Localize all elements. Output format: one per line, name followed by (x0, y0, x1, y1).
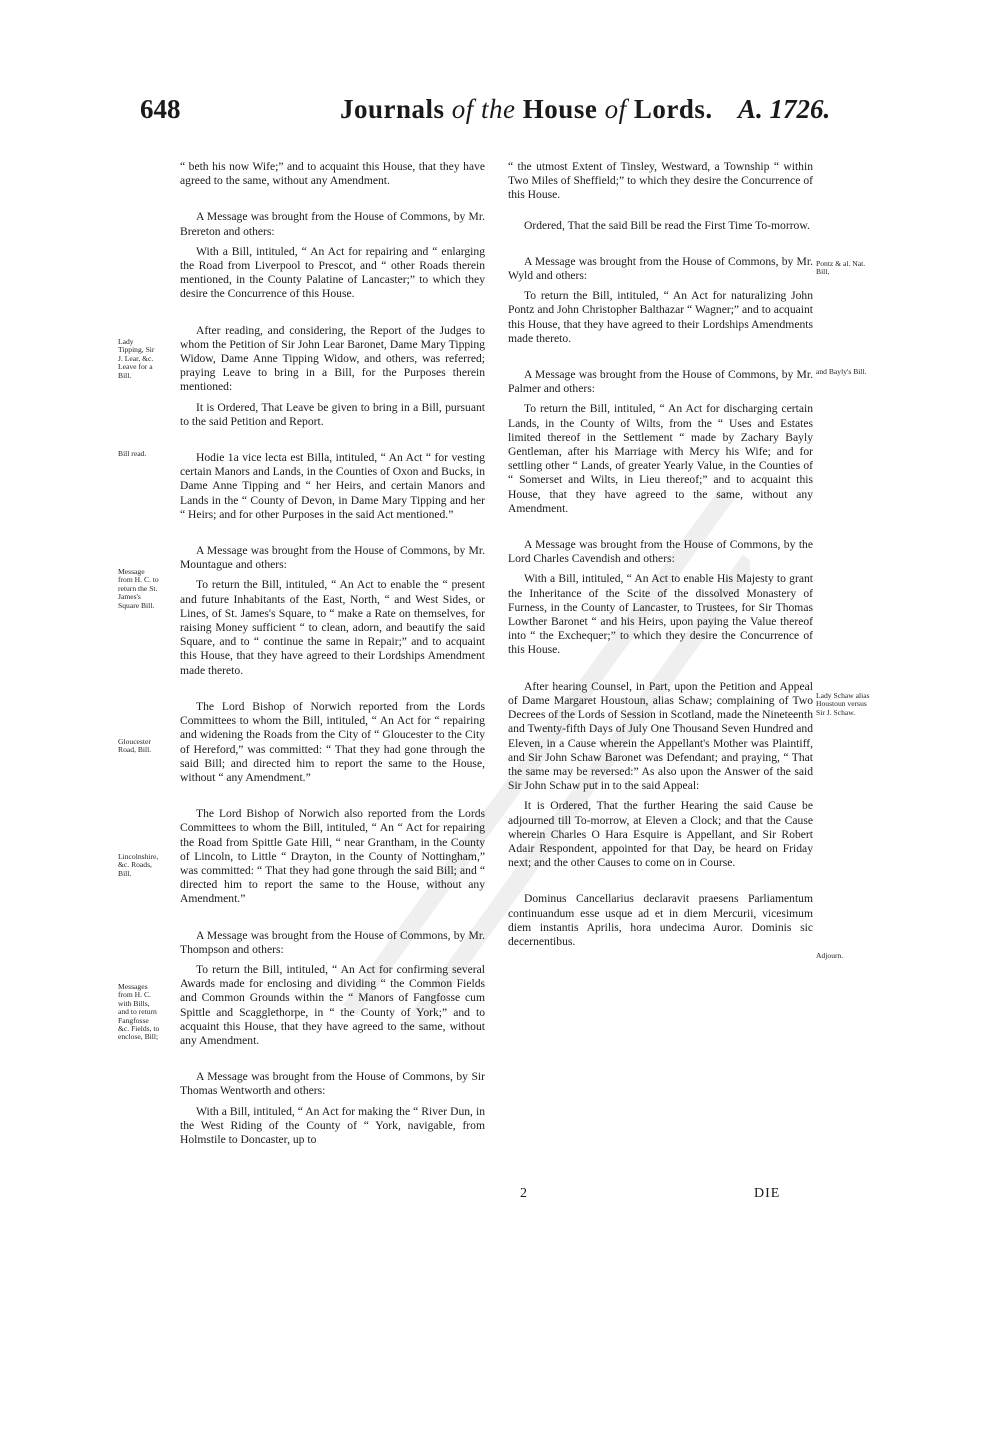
paragraph: It is Ordered, That the further Hearing the said Cause be adjourned till To-morrow, at Eleven a Clock; and that the Cause wherein Charles O Hara Esquire is Appellant, and Sir Robert Adair Respondent, appointed for that Day, be heard on Friday next; and the other Causes to come on in Course. (508, 799, 813, 870)
title-journals: Journals (340, 94, 445, 124)
title-of2: of (604, 94, 627, 124)
left-column (180, 160, 485, 1147)
paragraph: To return the Bill, intituled, “ An Act to enable the “ present and future Inhabitants of the East, North, “ and West Sides, or Lines, of St. James's Square, to “ make a Rate on themselves, for raising Money sufficient “ to clean, adorn, and beautify the said Square, and to “ continue the same in Repair;” and to acquaint this House, that they have agreed to their Lordships Amendment made thereto. (180, 578, 485, 677)
right-column (508, 160, 813, 949)
page-year: A. 1726. (738, 94, 831, 124)
paragraph: With a Bill, intituled, “ An Act for making the “ River Dun, in the West Riding of the County of “ York, navigable, from Holmstile to Doncaster, up to (180, 1104, 485, 1146)
title-of1: of (451, 94, 474, 124)
paragraph: To return the Bill, intituled, “ An Act for confirming several Awards made for enclosing and dividing “ the Common Fields and Common Grounds within the “ Manors of Fangfosse cum Spittle and Scagglethorpe, in “ the County of York;” and to acquaint this House, that they have agreed to the same, without any Amendment. (180, 962, 485, 1047)
paragraph: A Message was brought from the House of Commons, by Mr. Palmer and others: (508, 368, 813, 396)
margin-note-pontz: Pontz & al. Nat. Bill, (816, 259, 866, 277)
page-number: 648 (140, 94, 181, 124)
margin-note-bayly: and Bayly's Bill. (816, 367, 867, 376)
paragraph: With a Bill, intituled, “ An Act for repairing and “ enlarging the Road from Liverpool to Prescot, and “ other Roads therein mentioned, in the County Palatine of Lancaster;” to which they desire the Concurrence of this House. (180, 244, 485, 301)
paragraph: With a Bill, intituled, “ An Act to enable His Majesty to grant the Inheritance of the Scite of the dissolved Monastery of Furness, in the County of Lancaster, to Trustees, for Sir Thomas Lowther Baronet “ and his Heirs, upon paying the Value thereof into “ the Exchequer;” to which they desire the Concurrence of this House. (508, 572, 813, 657)
paragraph: A Message was brought from the House of Commons, by the Lord Charles Cavendish and others: (508, 538, 813, 566)
signature-mark: 2 (520, 1186, 527, 1201)
paragraph: Ordered, That the said Bill be read the First Time To-morrow. (524, 218, 810, 232)
margin-note-fangfosse: Messages from H. C. with Bills, and to return Fangfosse &c. Fields, to enclose, Bill; (118, 982, 160, 1042)
title-the: the (481, 94, 516, 124)
paragraph: A Message was brought from the House of Commons, by Mr. Wyld and others: (508, 254, 813, 283)
catchword: DIE (754, 1186, 781, 1201)
paragraph: Dominus Cancellarius declaravit praesens Parliamentum continuandum esse usque ad et in diem Mercurii, vicesimum diem instantis Aprilis, hora undecima Auror. Dominis sic decernentibus. (508, 892, 813, 948)
margin-note-gloucester: Gloucester Road, Bill. (118, 737, 152, 755)
paragraph: It is Ordered, That Leave be given to bring in a Bill, pursuant to the said Petition and Report. (180, 400, 485, 428)
margin-note-james-square: Message from H. C. to return the St. James's Square Bill. (118, 567, 159, 610)
title-lords: Lords. (633, 94, 713, 124)
paragraph: “ the utmost Extent of Tinsley, Westward, a Township “ within Two Miles of Sheffield;” to which they desire the Concurrence of this House. (508, 160, 813, 202)
margin-note-lincolnshire: Lincolnshire, &c. Roads, Bill. (118, 852, 159, 878)
paragraph: After reading, and considering, the Report of the Judges to whom the Petition of Sir John Lear Baronet, Dame Mary Tipping Widow, Dame Anne Tipping Widow, and others, was referred; praying Leave to bring in a Bill, for the Purposes therein mentioned: (180, 323, 485, 394)
paragraph: The Lord Bishop of Norwich also reported from the Lords Committees to whom the Bill, intituled, “ An “ Act for repairing the Road from Spittle Gate Hill, “ near Grantham, in the County of Lincoln, to Little “ Drayton, in the County of Nottingham,” was committed: “ That they had gone through the said Bill; and “ directed him to report the same to the House, without any Amendment.” (180, 807, 485, 906)
paragraph: After hearing Counsel, in Part, upon the Petition and Appeal of Dame Margaret Houstoun, alias Schaw; complaining of Two Decrees of the Lords of Session in Scotland, made the Nineteenth and Twenty-fifth Days of July One Thousand Seven Hundred and Eleven, in a Cause wherein the Appellant's Mother was Plaintiff, and Sir John Schaw Baronet was Defendant; and praying, “ That the same may be reversed:” As also upon the Answer of the said Sir John Schaw put in to the said Appeal: (508, 679, 813, 793)
paragraph: “ beth his now Wife;” and to acquaint this House, that they have agreed to the same, without any Amendment. (180, 160, 485, 188)
paragraph: A Message was brought from the House of Commons, by Mr. Thompson and others: (180, 928, 485, 956)
title-house: House (522, 94, 598, 124)
page-title (340, 94, 713, 134)
paragraph: A Message was brought from the House of Commons, by Mr. Mountague and others: (180, 544, 485, 572)
paragraph: To return the Bill, intituled, “ An Act for naturalizing John Pontz and John Christopher Balthazar “ Wagner;” and to acquaint this House, that they have agreed to their Lordships Amendments made thereto. (508, 289, 813, 345)
margin-note-bill-read: Bill read. (118, 449, 147, 458)
paragraph: A Message was brought from the House of Commons, by Sir Thomas Wentworth and others: (180, 1070, 485, 1098)
paragraph: A Message was brought from the House of Commons, by Mr. Brereton and others: (180, 210, 485, 238)
paragraph: The Lord Bishop of Norwich reported from the Lords Committees to whom the Bill, intituled, “ An Act for “ repairing and widening the Roads from the City of “ Gloucester to the City of Hereford,” was committed: “ That they had gone through the said Bill; and directed him to report the same to the House, without “ any Amendment.” (180, 699, 485, 784)
paragraph: Hodie 1a vice lecta est Billa, intituled, “ An Act “ for vesting certain Manors and Lands, in the Counties of Oxon and Bucks, in Dame Anne Tipping and “ her Heirs, and certain Manors and Lands in the “ County of Devon, in Dame Mary Tipping and her “ Heirs; and for other Purposes in the said Act mentioned.” (180, 451, 485, 521)
margin-note-adjourn: Adjourn. (816, 951, 844, 960)
margin-note-schaw: Lady Schaw alias Houstoun versus Sir J. Schaw. (816, 691, 870, 717)
margin-note-tipping: Lady Tipping, Sir J. Lear, &c. Leave for a Bill. (118, 337, 155, 380)
paragraph: To return the Bill, intituled, “ An Act for discharging certain Lands, in the County of Wilts, from the “ Uses and Estates limited thereof in the Settlement “ made by Zachary Bayly Gentleman, after his Marriage with Mercy his Wife; and for settling other “ Lands, of greater Yearly Value, in the Counties of “ Somerset and Wilts, in Lieu thereof;” and to acquaint this House, that they have agreed to the same, without any Amendment. (508, 402, 813, 515)
